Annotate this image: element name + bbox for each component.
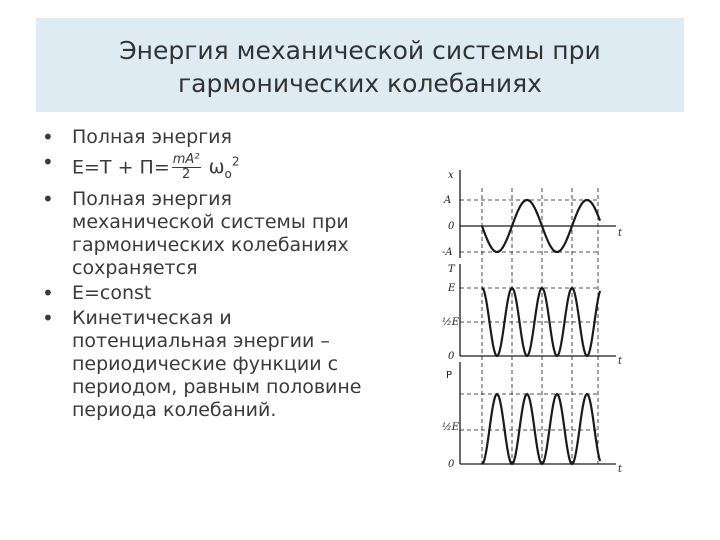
zero-label-3: 0 [448,459,455,470]
e-level-label: E [448,283,456,294]
bullet-energy-formula [42,151,362,186]
omega-subscript: o [224,167,232,182]
potential-energy-curve [482,394,600,464]
bullet-text: Полная энергия механической системы при гармонических колебаниях сохраняется [72,188,349,280]
fraction-numerator: mA² [172,152,200,168]
bullet-e-const [42,282,362,305]
t-label-1: t [618,228,623,239]
t-axis-label: T [448,264,455,275]
zero-label-2: 0 [448,351,455,362]
slide-title [36,18,684,112]
bullet-full-energy [42,126,362,149]
zero-label-1: 0 [448,221,455,232]
formula-fraction [172,153,201,182]
half-e-label-2: ½E [442,422,459,433]
formula-omega [208,155,240,182]
omega-superscript: 2 [231,155,240,169]
bullet-text: E=const [72,282,152,305]
bullet-text: Кинетическая и потенциальная энергии – периодические функции с периодом, равным половине периода колебаний. [72,307,362,422]
bullet-text: Полная энергия [72,126,232,148]
bullet-energy-conserved [42,188,362,280]
formula-prefix: E=T + П= [72,156,170,179]
omega-symbol: ω [208,156,225,179]
t-label-3: t [618,464,623,475]
slide-title-line-1: Энергия механической системы при [119,36,601,65]
slide-title-line-2: гармонических колебаниях [178,69,542,98]
half-e-label-1: ½E [442,317,459,328]
a-level-label: A [444,195,452,206]
t-label-2: t [618,356,623,367]
oscillation-energy-figure [440,168,640,478]
p-axis-label: P [446,370,453,381]
fraction-denominator: 2 [182,167,191,183]
bullet-list [42,126,362,424]
bullet-periodic-functions [42,307,362,422]
x-axis-label: x [448,170,454,181]
minus-a-label: -A [442,247,453,258]
